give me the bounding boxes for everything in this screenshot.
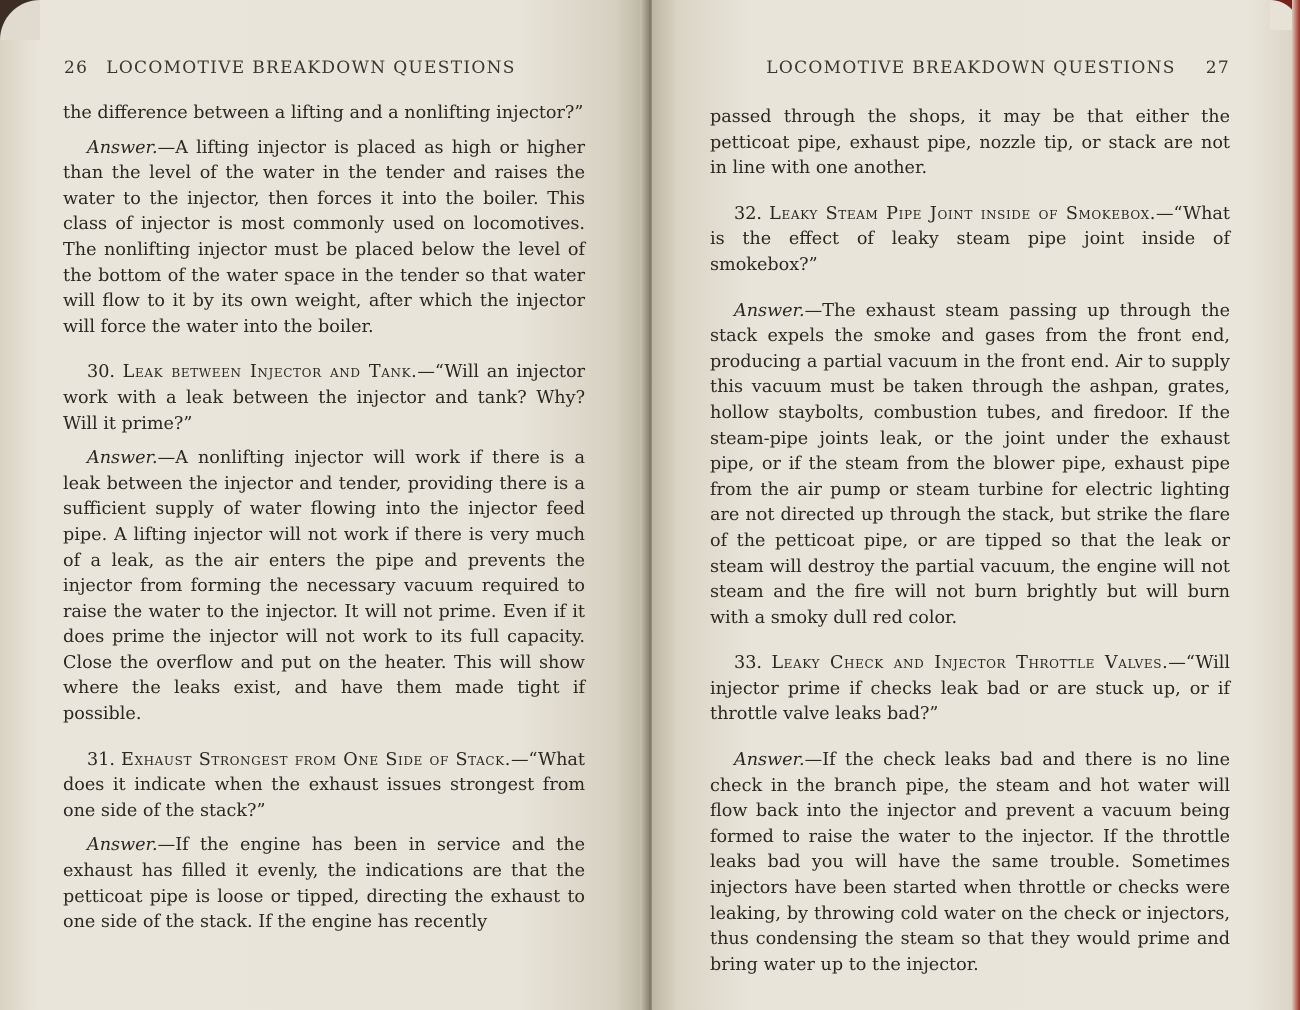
question-33-paragraph [710, 651, 1230, 728]
answer-31-text: —If the engine has been in service and the exhaust has filled it evenly, the indications are that the petticoat pipe is loose or tipped, directing the exhaust to one side of the stack. If the engine has recently [63, 835, 585, 933]
answer-33-label: Answer. [734, 750, 805, 771]
answer-31-label: Answer. [87, 835, 158, 856]
right-running-head [766, 58, 1230, 78]
question-31-paragraph [63, 748, 585, 825]
question-32-number: 32. [734, 203, 762, 224]
left-page-number: 26 [64, 58, 89, 78]
question-33-text: —“Will injector prime if checks leak bad or are stuck up, or if throttle valve leaks bad?” [710, 653, 1231, 725]
answer-33-text: —If the check leaks bad and there is no line check in the branch pipe, the steam and hot water will flow back into the injector and prevent a vacuum being formed to raise the water to the injector. If the throttle leaks bad you will have the same trouble. Sometimes injectors have been started when throttle or checks were leaking, by throwing cold water on the check or injectors, thus condensing the steam so that they would prime and bring water up to the injector. [710, 750, 1230, 975]
answer-29-paragraph [63, 136, 585, 341]
left-running-head [64, 58, 516, 78]
answer-30-paragraph [63, 446, 585, 728]
question-30-number: 30. [87, 362, 115, 383]
answer-29-label: Answer. [87, 137, 158, 158]
answer-32-text: —The exhaust steam passing up through the stack expels the smoke and gases from the front end, producing a partial vacuum in the front end. Air to supply this vacuum must be taken through the ashpan, grates, hollow staybolts, combustion tubes, and firedoor. If the steam-pipe joints leak, or the joint under the exhaust pipe, or if the steam from the blower pipe, exhaust pipe from the air pump or steam turbine for electric lighting are not directed up through the stack, but strike the flare of the petticoat pipe, or are tipped so that the leak or steam will destroy the partial vacuum, the engine will not steam and the fire will not burn brightly but will burn with a smoky dull red color. [710, 300, 1230, 628]
right-page [652, 0, 1300, 1010]
answer-33-paragraph [710, 748, 1230, 978]
question-30-text: —“Will an injector work with a leak between the injector and tank? Why? Will it prime?” [63, 362, 585, 434]
answer-29-text: —A lifting injector is placed as high or higher than the level of the water in the tender and raises the water to the injector, then forces it into the boiler. This class of injector is most commonly used on locomotives. The nonlifting injector must be placed below the level of the bottom of the water space in the tender so that water will flow to it by its own weight, after which the injector will force the water into the boiler. [63, 137, 585, 337]
answer-32-label: Answer. [734, 300, 805, 321]
answer-32-paragraph [710, 299, 1230, 632]
answer-30-label: Answer. [87, 448, 158, 469]
question-30-title: Leak between Injector and Tank. [122, 362, 418, 383]
question-31-text: —“What does it indicate when the exhaust issues strongest from one side of the stack?” [63, 749, 585, 821]
right-page-number: 27 [1205, 58, 1230, 78]
left-running-title: LOCOMOTIVE BREAKDOWN QUESTIONS [106, 58, 516, 78]
question-31-title: Exhaust Strongest from One Side of Stack. [121, 749, 511, 770]
answer-30-text: —A nonlifting injector will work if there is a leak between the injector and tender, providing there is a sufficient supply of water flowing into the injector feed pipe. A lifting injector will not work if there is very much of a leak, as the air enters the pipe and prevents the injector from forming the necessary vacuum required to raise the water to the injector. It will not prime. Even if it does prime the injector will not work to its full capacity. Close the overflow and put on the heater. This will show where the leaks exist, and have them made tight if possible. [63, 448, 585, 725]
question-32-text: —“What is the effect of leaky steam pipe joint inside of smokebox?” [710, 203, 1230, 275]
continuation-paragraph-right: passed through the shops, it may be that either the petticoat pipe, exhaust pipe, nozzle tip, or stack are not in line with one another. [710, 107, 1230, 179]
cover-corner-top-left [0, 0, 40, 40]
right-running-title: LOCOMOTIVE BREAKDOWN QUESTIONS [766, 58, 1176, 78]
question-31-number: 31. [87, 749, 115, 770]
left-page [0, 0, 648, 1010]
question-33-number: 33. [734, 653, 762, 674]
continuation-paragraph: the difference between a lifting and a nonlifting injector?” [63, 103, 584, 123]
answer-31-paragraph [63, 833, 585, 935]
left-body-text [63, 101, 585, 936]
question-32-title: Leaky Steam Pipe Joint inside of Smokebox. [769, 203, 1156, 224]
cover-edge-right [1292, 0, 1300, 1010]
question-32-paragraph [710, 202, 1230, 279]
right-body-text [710, 105, 1230, 978]
question-33-title: Leaky Check and Injector Throttle Valves. [771, 653, 1169, 674]
question-30-paragraph [63, 360, 585, 437]
